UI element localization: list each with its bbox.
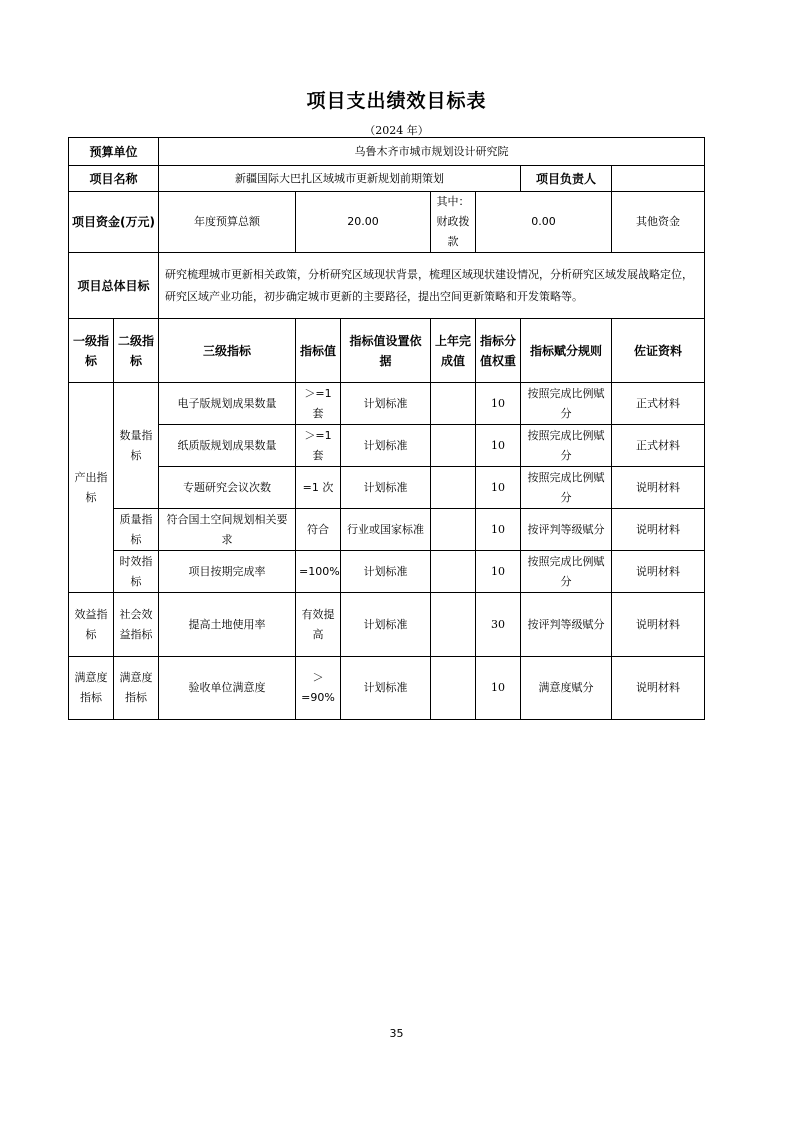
table-row — [69, 657, 705, 720]
evidence-cell: 说明材料 — [612, 467, 705, 509]
basis-cell: 计划标准 — [341, 657, 431, 720]
annual-budget-label: 年度预算总额 — [159, 192, 296, 253]
last-year-cell — [431, 593, 476, 657]
goal-row — [69, 253, 705, 319]
annual-budget-value: 20.00 — [296, 192, 431, 253]
last-year-cell — [431, 551, 476, 593]
weight-cell: 30 — [476, 593, 521, 657]
header-level2: 二级指标 — [114, 319, 159, 383]
evidence-cell: 正式材料 — [612, 425, 705, 467]
indicator-cell: 验收单位满意度 — [159, 657, 296, 720]
goal-value: 研究梳理城市更新相关政策，分析研究区域现状背景，梳理区域现状建设情况，分析研究区域发展战略定位，研究区域产业功能，初步确定城市更新的主要路径，提出空间更新策略和开发策略等。 — [159, 253, 705, 319]
header-evidence: 佐证资料 — [612, 319, 705, 383]
last-year-cell — [431, 467, 476, 509]
project-row — [69, 166, 705, 192]
evidence-cell: 说明材料 — [612, 551, 705, 593]
evidence-cell: 说明材料 — [612, 593, 705, 657]
unit-label: 预算单位 — [69, 138, 159, 166]
fiscal-value: 0.00 — [476, 192, 612, 253]
header-rule: 指标赋分规则 — [521, 319, 612, 383]
indicator-cell: 符合国土空间规划相关要求 — [159, 509, 296, 551]
value-cell: ＞=1 套 — [296, 425, 341, 467]
fund-label: 项目资金(万元) — [69, 192, 159, 253]
basis-cell: 计划标准 — [341, 425, 431, 467]
header-level3: 三级指标 — [159, 319, 296, 383]
group-timeliness: 时效指标 — [114, 551, 159, 593]
value-cell: =100% — [296, 551, 341, 593]
group-satisfaction-sub: 满意度指标 — [114, 657, 159, 720]
header-last-year: 上年完成值 — [431, 319, 476, 383]
performance-table — [68, 137, 705, 720]
other-label: 其他资金 — [612, 192, 705, 253]
weight-cell: 10 — [476, 425, 521, 467]
weight-cell: 10 — [476, 467, 521, 509]
weight-cell: 10 — [476, 551, 521, 593]
value-cell: ＞=1 套 — [296, 383, 341, 425]
weight-cell: 10 — [476, 657, 521, 720]
table-row — [69, 467, 705, 509]
indicator-cell: 电子版规划成果数量 — [159, 383, 296, 425]
manager-value — [612, 166, 705, 192]
manager-label: 项目负责人 — [521, 166, 612, 192]
fiscal-label: 其中：财政拨款 — [431, 192, 476, 253]
evidence-cell: 说明材料 — [612, 509, 705, 551]
indicator-cell: 专题研究会议次数 — [159, 467, 296, 509]
weight-cell: 10 — [476, 509, 521, 551]
evidence-cell: 正式材料 — [612, 383, 705, 425]
goal-label: 项目总体目标 — [69, 253, 159, 319]
table-row — [69, 593, 705, 657]
group-social: 社会效益指标 — [114, 593, 159, 657]
rule-cell: 按照完成比例赋分 — [521, 467, 612, 509]
rule-cell: 按照完成比例赋分 — [521, 383, 612, 425]
last-year-cell — [431, 657, 476, 720]
unit-row — [69, 138, 705, 166]
value-cell: 有效提高 — [296, 593, 341, 657]
basis-cell: 计划标准 — [341, 593, 431, 657]
basis-cell: 计划标准 — [341, 383, 431, 425]
table-row — [69, 425, 705, 467]
weight-cell: 10 — [476, 383, 521, 425]
value-cell: =1 次 — [296, 467, 341, 509]
indicator-cell: 纸质版规划成果数量 — [159, 425, 296, 467]
rule-cell: 按照完成比例赋分 — [521, 425, 612, 467]
evidence-cell: 说明材料 — [612, 657, 705, 720]
rule-cell: 满意度赋分 — [521, 657, 612, 720]
header-basis: 指标值设置依据 — [341, 319, 431, 383]
group-satisfaction: 满意度指标 — [69, 657, 114, 720]
basis-cell: 行业或国家标准 — [341, 509, 431, 551]
last-year-cell — [431, 509, 476, 551]
value-cell: ＞=90% — [296, 657, 341, 720]
rule-cell: 按照完成比例赋分 — [521, 551, 612, 593]
page-title: 项目支出绩效目标表 — [306, 90, 487, 112]
year-label: （2024 年） — [364, 124, 429, 137]
header-row — [69, 319, 705, 383]
header-weight: 指标分值权重 — [476, 319, 521, 383]
fund-row — [69, 192, 705, 253]
last-year-cell — [431, 383, 476, 425]
table-row — [69, 551, 705, 593]
indicator-cell: 提高土地使用率 — [159, 593, 296, 657]
basis-cell: 计划标准 — [341, 551, 431, 593]
header-level1: 一级指标 — [69, 319, 114, 383]
group-output: 产出指标 — [69, 383, 114, 593]
last-year-cell — [431, 425, 476, 467]
value-cell: 符合 — [296, 509, 341, 551]
group-benefit: 效益指标 — [69, 593, 114, 657]
rule-cell: 按评判等级赋分 — [521, 593, 612, 657]
header-value: 指标值 — [296, 319, 341, 383]
indicator-cell: 项目按期完成率 — [159, 551, 296, 593]
table-row — [69, 509, 705, 551]
project-label: 项目名称 — [69, 166, 159, 192]
unit-value: 乌鲁木齐市城市规划设计研究院 — [159, 138, 705, 166]
group-quality: 质量指标 — [114, 509, 159, 551]
group-quantity: 数量指标 — [114, 383, 159, 509]
table-row — [69, 383, 705, 425]
page-number: 35 — [389, 1027, 404, 1040]
project-value: 新疆国际大巴扎区域城市更新规划前期策划 — [159, 166, 521, 192]
basis-cell: 计划标准 — [341, 467, 431, 509]
rule-cell: 按评判等级赋分 — [521, 509, 612, 551]
